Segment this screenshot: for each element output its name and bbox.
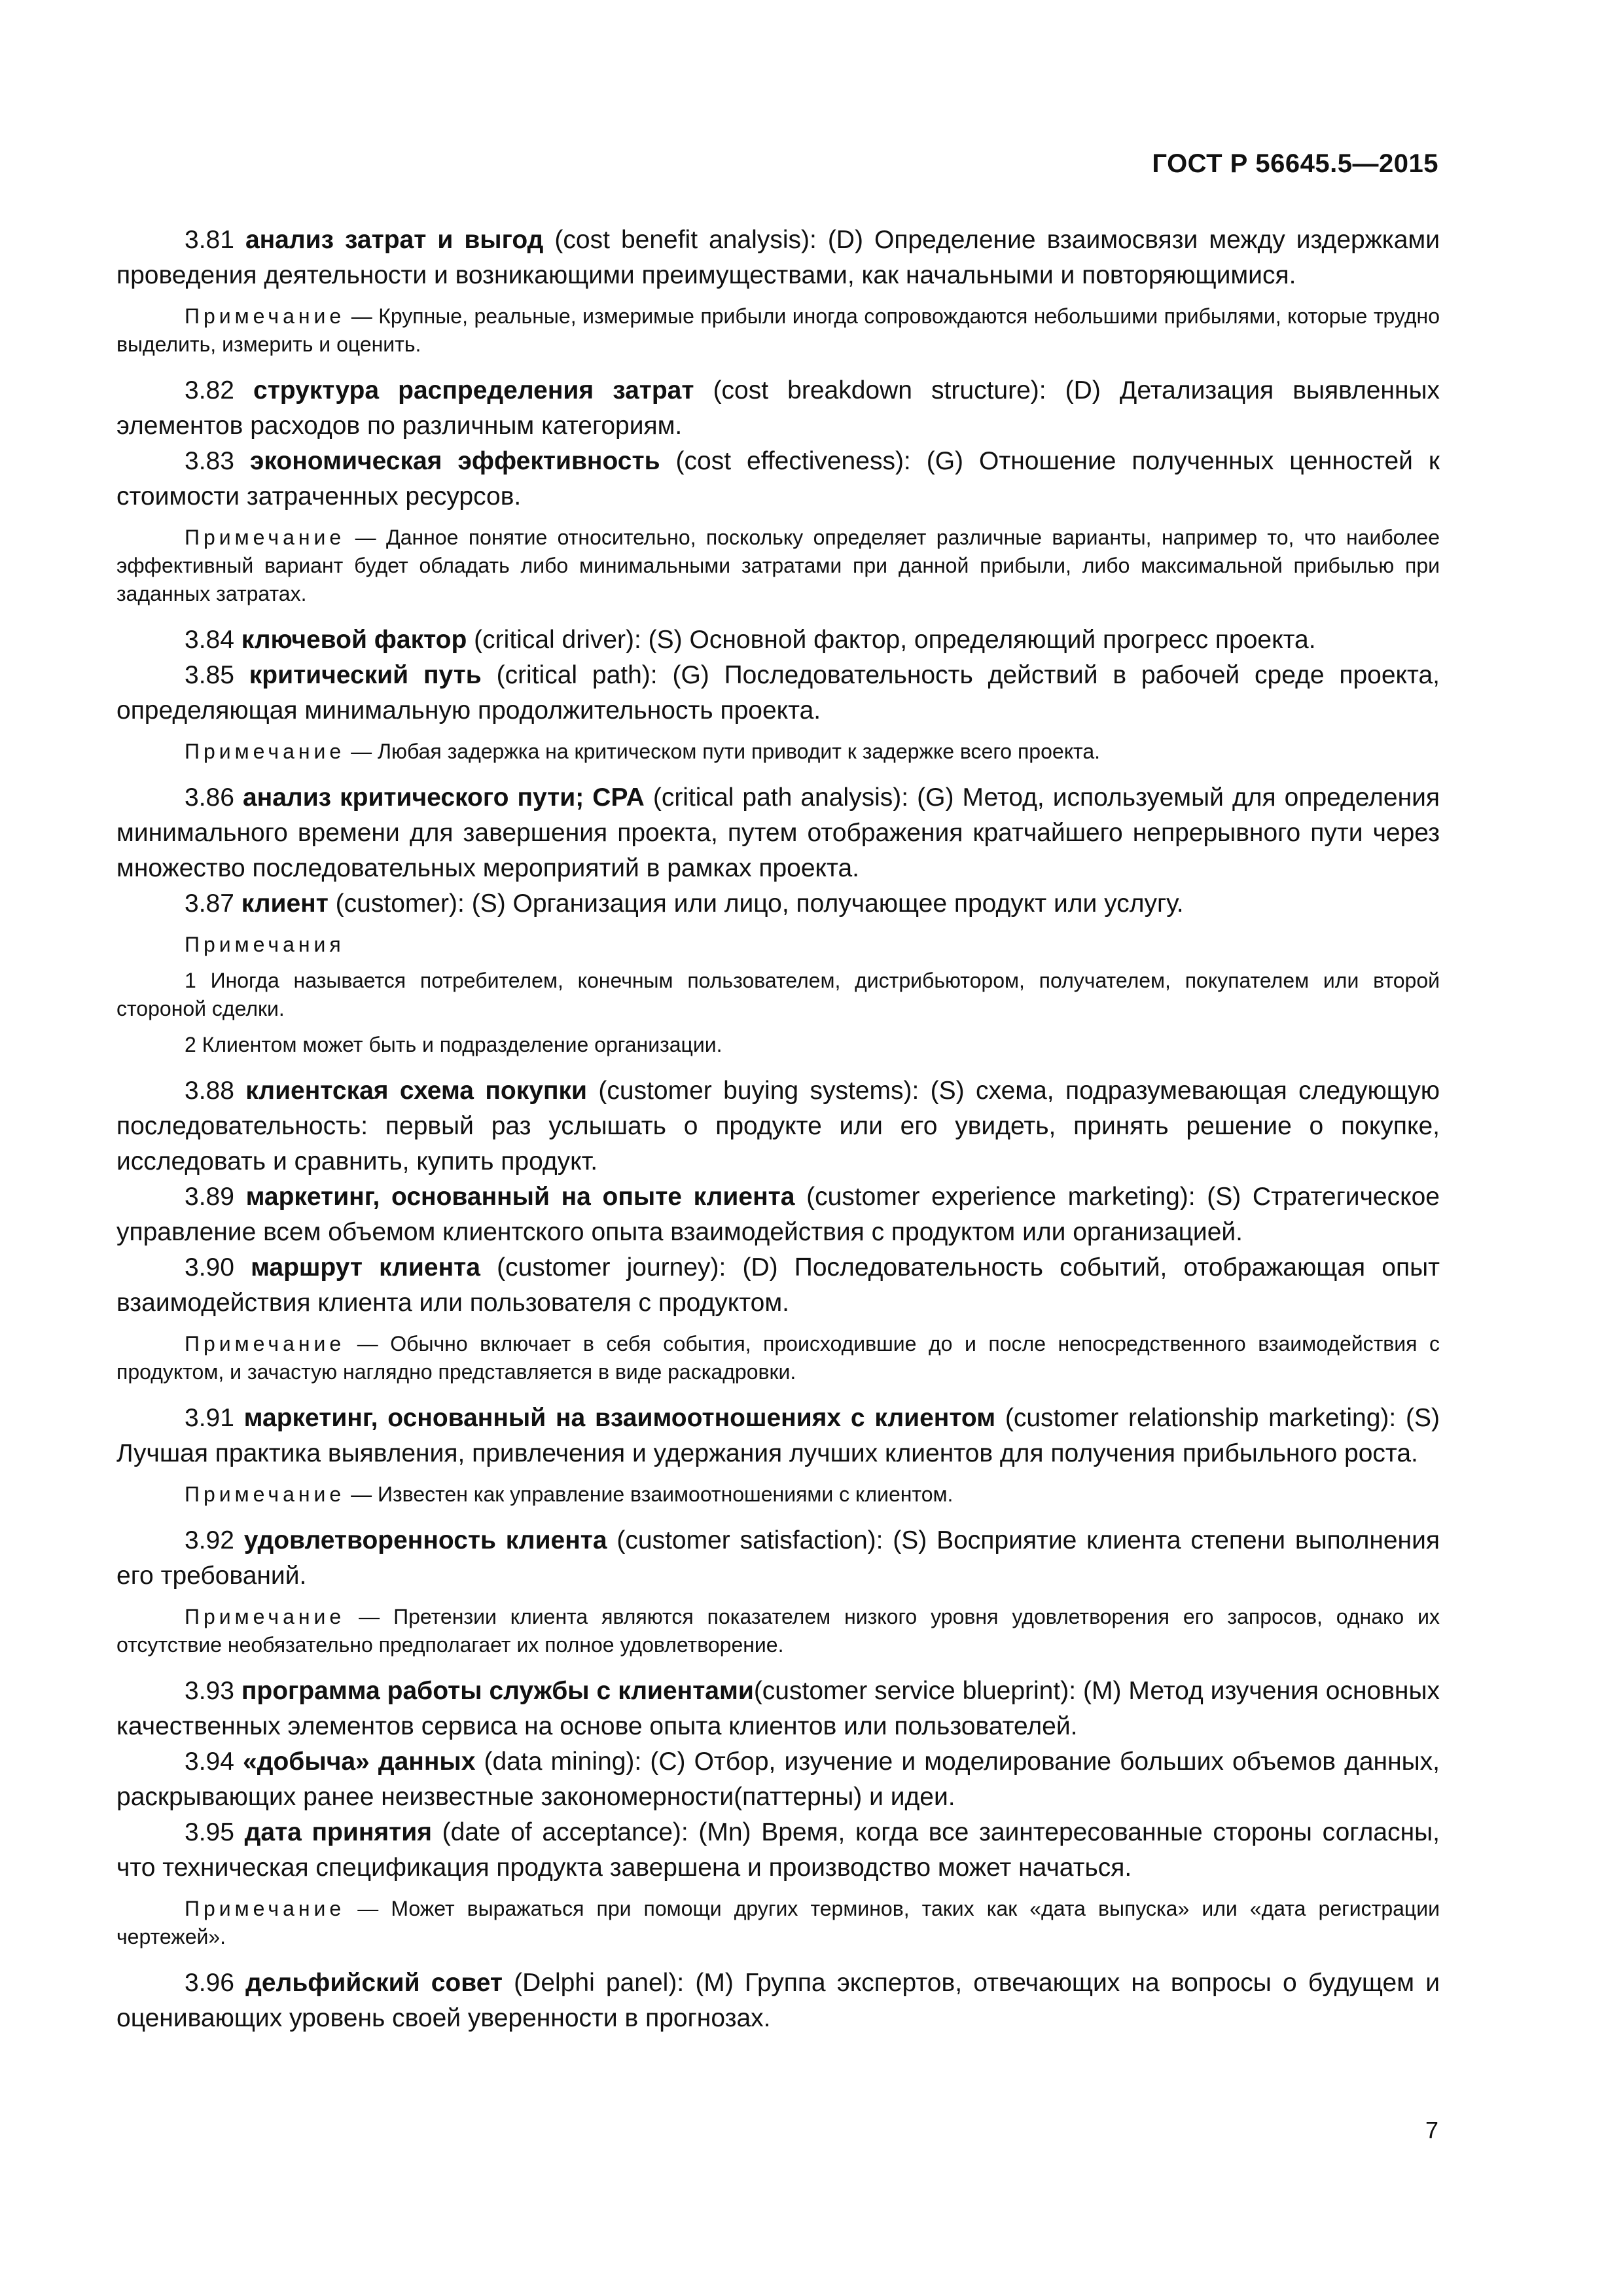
note bbox=[116, 1330, 1440, 1386]
note-label: Примечание bbox=[185, 1605, 346, 1628]
term-definition: (critical driver): (S) Основной фактор, определяющий прогресс проекта. bbox=[467, 626, 1316, 654]
term-number: 3.89 bbox=[185, 1183, 234, 1211]
term-entry bbox=[116, 373, 1440, 444]
term-entry bbox=[116, 1674, 1440, 1744]
term-number: 3.85 bbox=[185, 661, 234, 689]
term-entry bbox=[116, 1744, 1440, 1815]
term-definition: (customer service blueprint): (M) Метод изучения основных качественных элементов сервиса на основе опыта клиентов или пользователей. bbox=[116, 1677, 1440, 1740]
term-name: маркетинг, основанный на опыте клиента bbox=[245, 1183, 795, 1211]
term-name: «добыча» данных bbox=[243, 1748, 476, 1776]
term-definition: (cost benefit analysis): (D) Определение взаимосвязи между издержками проведения деятельности и возникающими преимуществами, как начальными и повторяющимися. bbox=[116, 226, 1440, 289]
term-name: ключевой фактор bbox=[241, 626, 467, 654]
page-number: 7 bbox=[1425, 2117, 1438, 2144]
note-text: — Данное понятие относительно, поскольку определяет различные варианты, например то, что наиболее эффективный вариант будет обладать либо минимальными затратами при данной прибыли, либо максимальной прибылью при заданных затратах. bbox=[116, 526, 1440, 605]
term-name: маркетинг, основанный на взаимоотношениях с клиентом bbox=[243, 1404, 996, 1432]
term-name: дата принятия bbox=[244, 1818, 432, 1846]
term-number: 3.82 bbox=[185, 376, 234, 404]
term-definition: (customer relationship marketing): (S) Лучшая практика выявления, привлечения и удержания лучших клиентов для получения прибыльного роста. bbox=[116, 1404, 1440, 1467]
term-entry bbox=[116, 1073, 1440, 1179]
term-entry bbox=[116, 658, 1440, 728]
term-number: 3.83 bbox=[185, 447, 234, 475]
term-entry bbox=[116, 1250, 1440, 1321]
note-label: Примечание bbox=[185, 1482, 346, 1506]
term-name: анализ затрат и выгод bbox=[245, 226, 544, 254]
term-entry bbox=[116, 1401, 1440, 1471]
term-definition: (customer journey): (D) Последовательность событий, отображающая опыт взаимодействия клиента или пользователя с продуктом. bbox=[116, 1253, 1440, 1317]
term-entry bbox=[116, 886, 1440, 922]
term-entry bbox=[116, 223, 1440, 293]
term-entry bbox=[116, 1523, 1440, 1594]
term-name: клиентская схема покупки bbox=[245, 1077, 588, 1105]
term-number: 3.84 bbox=[185, 626, 234, 654]
note bbox=[116, 524, 1440, 608]
term-entry bbox=[116, 444, 1440, 514]
note-text: — Обычно включает в себя события, происходившие до и после непосредственного взаимодействия с продуктом, и зачастую наглядно представляется в виде раскадровки. bbox=[116, 1332, 1440, 1384]
term-entry bbox=[116, 1179, 1440, 1250]
term-definition: (data mining): (C) Отбор, изучение и моделирование больших объемов данных, раскрывающих ранее неизвестные закономерности(паттерны) и идеи. bbox=[116, 1748, 1440, 1811]
term-name: критический путь bbox=[249, 661, 482, 689]
term-name: анализ критического пути; CPA bbox=[242, 783, 645, 812]
note-text: — Претензии клиента являются показателем низкого уровня удовлетворения его запросов, однако их отсутствие необязательно предполагает их полное удовлетворение. bbox=[116, 1605, 1440, 1657]
document-body bbox=[116, 223, 1440, 2036]
term-definition: (customer satisfaction): (S) Восприятие клиента степени выполнения его требований. bbox=[116, 1526, 1440, 1590]
term-definition: (Delphi panel): (M) Группа экспертов, отвечающих на вопросы о будущем и оценивающих уровень своей уверенности в прогнозах. bbox=[116, 1969, 1440, 2032]
note bbox=[116, 302, 1440, 359]
note-item: 2 Клиентом может быть и подразделение организации. bbox=[185, 1033, 722, 1056]
term-name: дельфийский совет bbox=[245, 1969, 503, 1997]
term-number: 3.92 bbox=[185, 1526, 234, 1554]
note bbox=[116, 738, 1440, 766]
term-number: 3.94 bbox=[185, 1748, 234, 1776]
notes-heading-text: Примечания bbox=[185, 933, 345, 956]
note-label: Примечание bbox=[185, 1332, 346, 1355]
notes-heading bbox=[116, 931, 1440, 959]
term-number: 3.96 bbox=[185, 1969, 234, 1997]
term-definition: (critical path): (G) Последовательность действий в рабочей среде проекта, определяющая минимальную продолжительность проекта. bbox=[116, 661, 1440, 725]
term-number: 3.91 bbox=[185, 1404, 234, 1432]
note-label: Примечание bbox=[185, 1897, 346, 1920]
note-text: — Крупные, реальные, измеримые прибыли иногда сопровождаются небольшими прибылями, которые трудно выделить, измерить и оценить. bbox=[116, 304, 1440, 356]
note-text: — Любая задержка на критическом пути приводит к задержке всего проекта. bbox=[345, 740, 1101, 763]
term-number: 3.90 bbox=[185, 1253, 234, 1282]
term-number: 3.81 bbox=[185, 226, 234, 254]
term-number: 3.86 bbox=[185, 783, 234, 812]
term-entry bbox=[116, 1815, 1440, 1886]
note-text: — Может выражаться при помощи других терминов, таких как «дата выпуска» или «дата регистрации чертежей». bbox=[116, 1897, 1440, 1948]
term-definition: (customer): (S) Организация или лицо, получающее продукт или услугу. bbox=[328, 889, 1184, 918]
term-definition: (customer buying systems): (S) схема, подразумевающая следующую последовательность: первый раз услышать о продукте или его увидеть, принять решение о покупке, исследовать и сравнить, купить продукт. bbox=[116, 1077, 1440, 1175]
term-definition: (date of acceptance): (Mn) Время, когда все заинтересованные стороны согласны, что техническая спецификация продукта завершена и производство может начаться. bbox=[116, 1818, 1440, 1882]
term-number: 3.95 bbox=[185, 1818, 234, 1846]
note-label: Примечание bbox=[185, 304, 346, 328]
term-name: маршрут клиента bbox=[251, 1253, 480, 1282]
term-number: 3.87 bbox=[185, 889, 234, 918]
note-item: 1 Иногда называется потребителем, конечным пользователем, дистрибьютором, получателем, покупателем или второй стороной сделки. bbox=[116, 969, 1440, 1020]
term-number: 3.88 bbox=[185, 1077, 234, 1105]
term-name: удовлетворенность клиента bbox=[243, 1526, 607, 1554]
term-name: экономическая эффективность bbox=[249, 447, 660, 475]
term-entry bbox=[116, 1965, 1440, 2036]
term-name: структура распределения затрат bbox=[253, 376, 694, 404]
note bbox=[116, 1480, 1440, 1509]
term-definition: (customer experience marketing): (S) Стратегическое управление всем объемом клиентского опыта взаимодействия с продуктом или организацией. bbox=[116, 1183, 1440, 1246]
term-name: программа работы службы с клиентами bbox=[241, 1677, 754, 1705]
note-label: Примечание bbox=[185, 526, 346, 549]
term-name: клиент bbox=[241, 889, 329, 918]
note-label: Примечание bbox=[185, 740, 346, 763]
document-header: ГОСТ Р 56645.5—2015 bbox=[1152, 149, 1438, 178]
term-entry bbox=[116, 780, 1440, 886]
term-definition: (cost effectiveness): (G) Отношение полученных ценностей к стоимости затраченных ресурсов. bbox=[116, 447, 1440, 511]
note bbox=[116, 1603, 1440, 1659]
term-entry bbox=[116, 622, 1440, 658]
term-number: 3.93 bbox=[185, 1677, 234, 1705]
note bbox=[116, 1895, 1440, 1951]
note-text: — Известен как управление взаимоотношениями с клиентом. bbox=[345, 1482, 954, 1506]
term-definition: (critical path analysis): (G) Метод, используемый для определения минимального времени для завершения проекта, путем отображения кратчайшего непрерывного пути через множество последовательных мероприятий в рамках проекта. bbox=[116, 783, 1440, 882]
term-definition: (cost breakdown structure): (D) Детализация выявленных элементов расходов по различным категориям. bbox=[116, 376, 1440, 440]
